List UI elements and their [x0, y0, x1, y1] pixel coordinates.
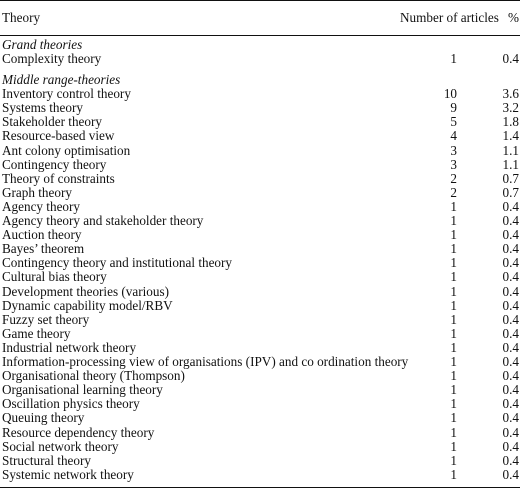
pct-cell: 3.6 — [502, 86, 519, 102]
table-row — [0, 411, 520, 425]
table-row — [0, 87, 520, 101]
pct-cell: 1.4 — [502, 128, 519, 144]
table-header-row — [0, 11, 520, 25]
theory-cell: Queuing theory — [2, 410, 85, 426]
pct-cell: 0.4 — [502, 466, 519, 482]
table-row — [0, 369, 520, 383]
theory-cell: Inventory control theory — [2, 86, 131, 102]
table-row — [0, 440, 520, 454]
count-cell: 1 — [450, 452, 457, 468]
count-cell: 1 — [450, 354, 457, 369]
table-row — [0, 52, 520, 66]
pct-cell: 0.4 — [502, 339, 519, 355]
count-cell: 3 — [450, 156, 457, 172]
theory-cell: Agency theory and stakeholder theory — [2, 213, 204, 228]
table-row — [0, 341, 520, 355]
theory-cell: Contingency theory and institutional theory — [2, 255, 233, 271]
pct-cell: 0.4 — [502, 198, 519, 214]
theory-cell: Organisational learning theory — [2, 382, 163, 398]
count-cell: 2 — [450, 184, 457, 200]
table-row — [0, 129, 520, 143]
table-row — [0, 115, 520, 129]
count-cell: 1 — [450, 311, 457, 327]
count-cell: 1 — [450, 339, 457, 355]
pct-cell: 1.1 — [502, 156, 519, 172]
theory-cell: Resource-based view — [2, 128, 115, 144]
header-theory: Theory — [2, 10, 41, 25]
count-cell: 1 — [450, 396, 457, 412]
theory-cell: Graph theory — [2, 184, 72, 200]
theory-cell: Bayes’ theorem — [2, 241, 85, 257]
count-cell: 1 — [450, 466, 457, 482]
count-cell: 1 — [450, 213, 457, 228]
theory-cell: Game theory — [2, 325, 71, 341]
table-row — [0, 158, 520, 172]
pct-cell: 0.4 — [502, 311, 519, 327]
table-top-rule — [0, 0, 520, 1]
theory-cell: Information-processing view of organisations (IPV) and co ordination theory — [2, 354, 409, 369]
count-cell: 1 — [450, 283, 457, 299]
table-row — [0, 242, 520, 256]
section-title — [0, 38, 520, 52]
pct-cell: 0.4 — [502, 396, 519, 412]
count-cell: 1 — [450, 269, 457, 285]
theory-cell: Contingency theory — [2, 156, 107, 172]
table-row — [0, 186, 520, 200]
table-row — [0, 454, 520, 468]
table-row — [0, 214, 520, 228]
pct-cell: 0.4 — [502, 452, 519, 468]
section-title-text: Grand theories — [2, 37, 83, 52]
table-header-rule — [0, 35, 520, 36]
section-title — [0, 73, 520, 87]
theory-cell: Complexity theory — [2, 51, 102, 67]
theory-cell: Agency theory — [2, 198, 80, 214]
count-cell: 1 — [450, 241, 457, 257]
pct-cell: 0.4 — [502, 255, 519, 271]
table-row — [0, 397, 520, 411]
table-row — [0, 426, 520, 440]
table-row — [0, 200, 520, 214]
theory-cell: Social network theory — [2, 438, 119, 454]
table-row — [0, 172, 520, 186]
table-row — [0, 313, 520, 327]
count-cell: 9 — [450, 100, 457, 116]
pct-cell: 0.4 — [502, 354, 519, 369]
count-cell: 5 — [450, 114, 457, 130]
theory-cell: Ant colony optimisation — [2, 142, 131, 158]
count-cell: 1 — [450, 438, 457, 454]
count-cell: 1 — [450, 325, 457, 341]
pct-cell: 0.4 — [502, 227, 519, 243]
theory-cell: Industrial network theory — [2, 339, 137, 355]
table-row — [0, 383, 520, 397]
theory-cell: Fuzzy set theory — [2, 311, 90, 327]
theory-cell: Stakeholder theory — [2, 114, 102, 130]
theory-cell: Auction theory — [2, 227, 82, 243]
table-row — [0, 144, 520, 158]
theory-cell: Dynamic capability model/RBV — [2, 297, 173, 313]
pct-cell: 0.4 — [502, 325, 519, 341]
pct-cell: 0.4 — [502, 424, 519, 440]
pct-cell: 1.8 — [502, 114, 519, 130]
theory-cell: Theory of constraints — [2, 170, 115, 186]
section-title-text: Middle range-theories — [2, 72, 121, 87]
theory-cell: Development theories (various) — [2, 283, 169, 299]
count-cell: 1 — [450, 255, 457, 271]
pct-cell: 0.4 — [502, 269, 519, 285]
table-row — [0, 327, 520, 341]
pct-cell: 0.7 — [502, 170, 519, 186]
pct-cell: 0.4 — [502, 241, 519, 257]
table-row — [0, 101, 520, 115]
theory-cell: Organisational theory (Thompson) — [2, 368, 185, 384]
count-cell: 1 — [450, 198, 457, 214]
count-cell: 1 — [450, 297, 457, 313]
theory-cell: Cultural bias theory — [2, 269, 107, 285]
theory-cell: Systems theory — [2, 100, 83, 116]
count-cell: 3 — [450, 142, 457, 158]
count-cell: 4 — [450, 128, 457, 144]
table-bottom-rule — [0, 487, 520, 488]
count-cell: 1 — [450, 424, 457, 440]
count-cell: 2 — [450, 170, 457, 186]
table-row — [0, 299, 520, 313]
pct-cell: 0.4 — [502, 51, 519, 67]
theory-cell: Oscillation physics theory — [2, 396, 140, 412]
table-row — [0, 285, 520, 299]
pct-cell: 0.4 — [502, 438, 519, 454]
table-row — [0, 468, 520, 482]
theory-cell: Resource dependency theory — [2, 424, 155, 440]
table-row — [0, 270, 520, 284]
table-row — [0, 256, 520, 270]
pct-cell: 0.4 — [502, 297, 519, 313]
pct-cell: 0.4 — [502, 283, 519, 299]
table-row — [0, 228, 520, 242]
table-row — [0, 355, 520, 369]
pct-cell: 0.4 — [502, 368, 519, 384]
pct-cell: 1.1 — [502, 142, 519, 158]
count-cell: 1 — [450, 368, 457, 384]
pct-cell: 0.4 — [502, 410, 519, 426]
count-cell: 1 — [450, 382, 457, 398]
pct-cell: 0.4 — [502, 382, 519, 398]
header-count: Number of articles — [400, 10, 499, 25]
count-cell: 10 — [443, 86, 457, 102]
count-cell: 1 — [450, 410, 457, 426]
pct-cell: 0.4 — [502, 213, 519, 228]
theory-cell: Systemic network theory — [2, 466, 134, 482]
pct-cell: 3.2 — [502, 100, 519, 116]
count-cell: 1 — [450, 227, 457, 243]
theory-cell: Structural theory — [2, 452, 91, 468]
count-cell: 1 — [450, 51, 457, 67]
pct-cell: 0.7 — [502, 184, 519, 200]
header-pct: % — [508, 10, 519, 25]
